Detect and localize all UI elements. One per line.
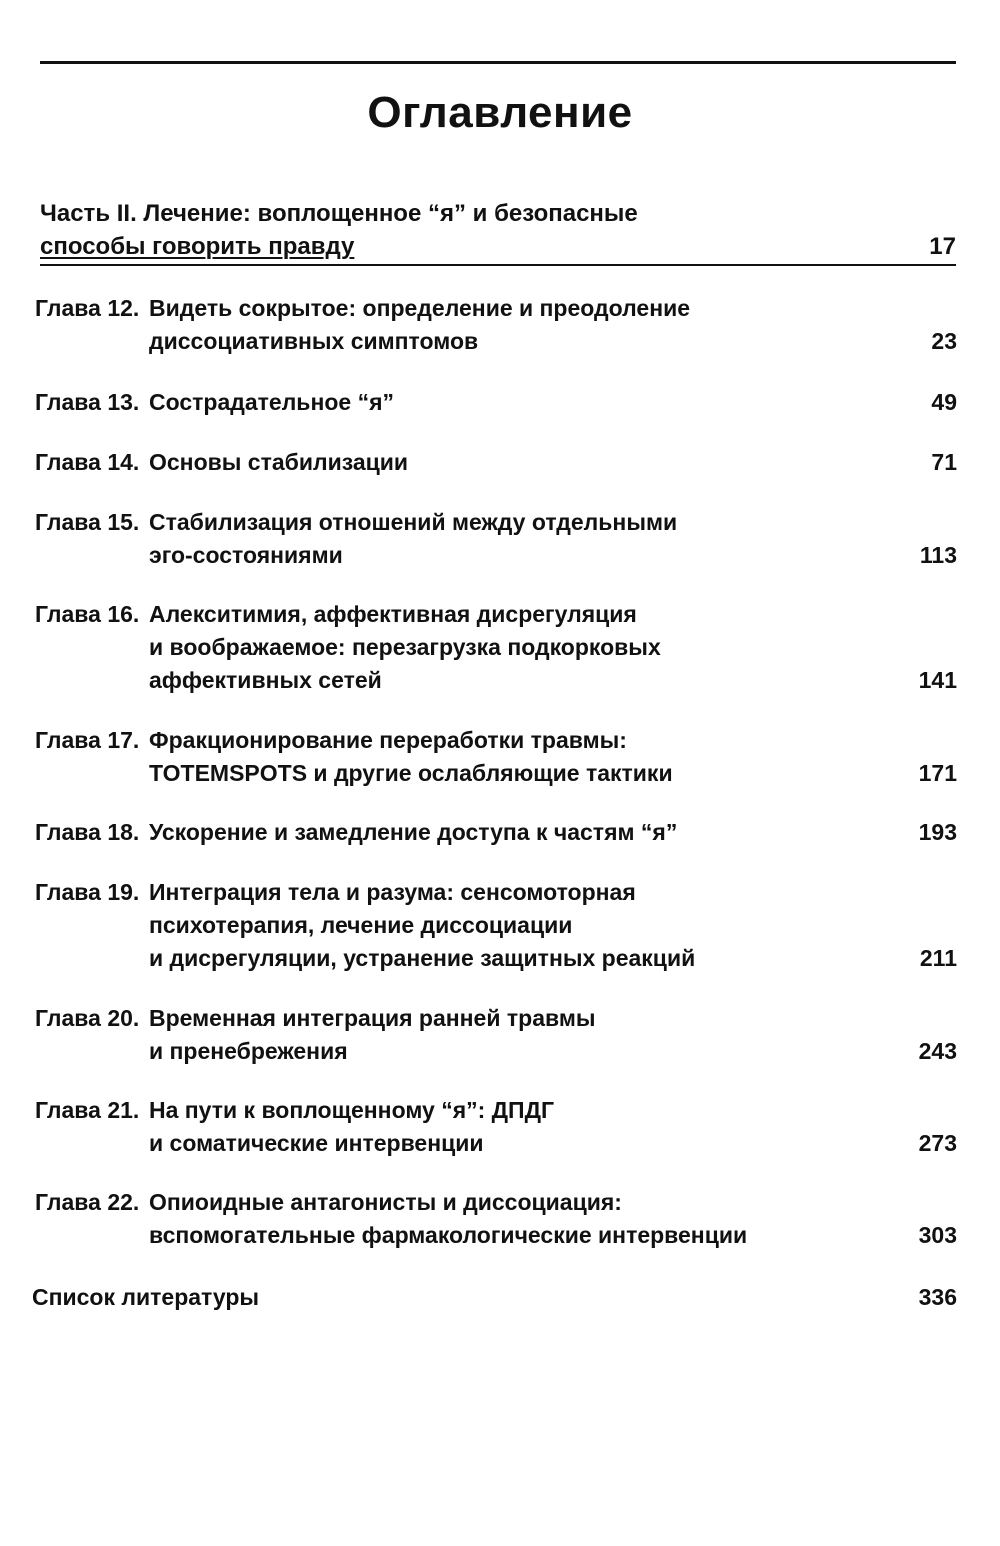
chapter-title-line: Алекситимия, аффективная дисрегуляция: [149, 601, 637, 627]
chapter-label: Глава 13.: [35, 389, 140, 415]
chapter-label: Глава 12.: [35, 295, 140, 321]
chapter-title-line: аффективных сетей: [149, 667, 382, 693]
chapter-page-number: 141: [918, 667, 957, 693]
chapter-title: [149, 1094, 869, 1160]
chapter-page-number: 113: [919, 542, 957, 568]
chapter-page-number: 49: [931, 389, 957, 415]
chapter-title: [149, 386, 869, 419]
chapter-title-line: эго-состояниями: [149, 542, 343, 568]
chapter-title: [149, 446, 869, 479]
chapter-label: Глава 20.: [35, 1005, 140, 1031]
part-divider: [40, 264, 956, 266]
chapter-title: [149, 506, 869, 572]
chapter-title: [149, 292, 869, 358]
part-page-number: 17: [929, 233, 956, 260]
toc-entry-bibliography[interactable]: [32, 1281, 957, 1314]
chapter-label: Глава 14.: [35, 449, 140, 475]
chapter-page-number: 193: [918, 819, 957, 845]
chapter-label: Глава 19.: [35, 879, 140, 905]
chapter-label: Глава 17.: [35, 727, 140, 753]
chapter-label: Глава 18.: [35, 819, 140, 845]
part-title-line-1: Часть II. Лечение: воплощенное “я” и безопасные: [40, 200, 638, 227]
chapter-label: Глава 16.: [35, 601, 140, 627]
chapter-title-line: и соматические интервенции: [149, 1130, 484, 1156]
bibliography-title: Список литературы: [32, 1284, 260, 1310]
chapter-title-line: TOTEMSPOTS и другие ослабляющие тактики: [149, 760, 673, 786]
chapter-label: Глава 15.: [35, 509, 140, 535]
chapter-page-number: 243: [918, 1038, 957, 1064]
chapter-page-number: 71: [931, 449, 957, 475]
chapter-title-line: диссоциативных симптомов: [149, 328, 479, 354]
chapter-title-line: и пренебрежения: [149, 1038, 348, 1064]
chapter-title-line: Опиоидные антагонисты и диссоциация:: [149, 1189, 622, 1215]
chapter-title-line: Ускорение и замедление доступа к частям “я”: [149, 819, 678, 845]
chapter-label: Глава 21.: [35, 1097, 140, 1123]
chapter-title: [149, 724, 869, 790]
page-title: Оглавление: [367, 88, 633, 137]
chapter-title-line: психотерапия, лечение диссоциации: [149, 912, 573, 938]
chapter-title-line: Сострадательное “я”: [149, 389, 394, 415]
chapter-page-number: 273: [918, 1130, 957, 1156]
chapter-title-line: и воображаемое: перезагрузка подкорковых: [149, 634, 661, 660]
chapter-page-number: 23: [931, 328, 957, 354]
chapter-title-line: Интеграция тела и разума: сенсомоторная: [149, 879, 636, 905]
chapter-page-number: 211: [919, 945, 957, 971]
bibliography-page-number: 336: [918, 1284, 957, 1310]
chapter-title: [149, 1002, 869, 1068]
chapter-label: Глава 22.: [35, 1189, 140, 1215]
chapter-title: [149, 598, 869, 697]
chapter-title-line: Фракционирование переработки травмы:: [149, 727, 627, 753]
chapter-title-line: Основы стабилизации: [149, 449, 409, 475]
chapter-title-line: вспомогательные фармакологические интервенции: [149, 1222, 748, 1248]
chapter-title-line: Стабилизация отношений между отдельными: [149, 509, 678, 535]
chapter-title-line: Временная интеграция ранней травмы: [149, 1005, 596, 1031]
chapter-title: [149, 876, 869, 975]
part-title-line-2: способы говорить правду: [40, 233, 355, 260]
toc-part-entry[interactable]: [40, 197, 956, 263]
chapter-title: [149, 1186, 869, 1252]
chapter-page-number: 171: [918, 760, 957, 786]
chapter-page-number: 303: [918, 1222, 957, 1248]
chapter-title-line: На пути к воплощенному “я”: ДПДГ: [149, 1097, 555, 1123]
chapter-title-line: и дисрегуляции, устранение защитных реакций: [149, 945, 696, 971]
chapter-title: [149, 816, 869, 849]
chapter-title-line: Видеть сокрытое: определение и преодоление: [149, 295, 691, 321]
